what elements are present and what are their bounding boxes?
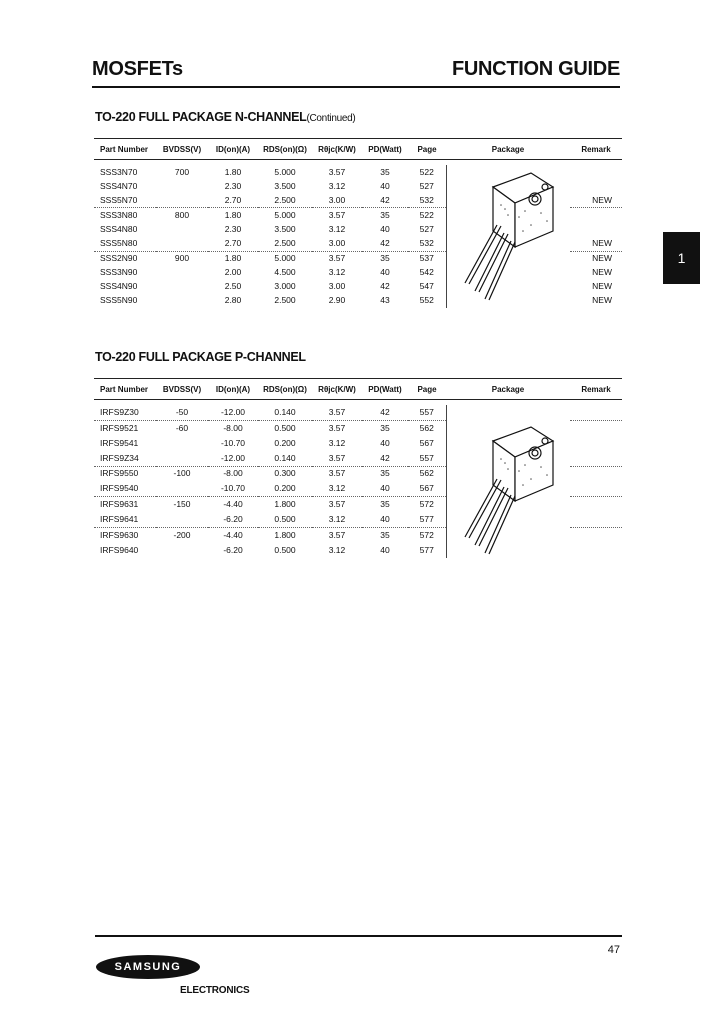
cell-remark: NEW xyxy=(592,194,612,205)
to220-package-icon xyxy=(453,405,563,555)
cell-part: IRFS9540 xyxy=(100,483,139,494)
cell-part: SSS3N90 xyxy=(100,267,138,278)
cell-rds: 5.000 xyxy=(258,208,312,223)
cell-id: 1.80 xyxy=(208,251,258,266)
cell-pd: 35 xyxy=(362,497,408,512)
table-row xyxy=(94,165,622,179)
cell-id: 2.50 xyxy=(224,281,242,292)
cell-page: 557 xyxy=(419,406,434,417)
cell-remark xyxy=(570,528,622,543)
cell-part: SSS3N80 xyxy=(94,208,156,223)
cell-id: -6.20 xyxy=(223,545,243,556)
cell-rth: 3.00 xyxy=(328,238,346,249)
cell-id: 1.80 xyxy=(224,166,242,177)
n-channel-title xyxy=(95,110,355,124)
cell-rth: 3.12 xyxy=(328,514,346,525)
cell-pd: 35 xyxy=(380,166,390,177)
cell-remark: NEW xyxy=(592,281,612,292)
cell-part: SSS5N80 xyxy=(100,238,138,249)
col-rds-on: RDS(on)(Ω) xyxy=(258,139,312,160)
cell-remark xyxy=(570,512,622,527)
cell-page: 527 xyxy=(419,223,434,234)
cell-remark xyxy=(570,543,622,558)
cell-page: 527 xyxy=(419,180,434,191)
cell-page: 552 xyxy=(419,295,434,306)
cell-bv xyxy=(156,236,208,251)
cell-pd: 42 xyxy=(380,194,390,205)
cell-page: 557 xyxy=(419,452,434,463)
col-id-on: ID(on)(A) xyxy=(208,379,258,400)
cell-rds: 5.000 xyxy=(258,251,312,266)
cell-rth: 3.00 xyxy=(328,194,346,205)
cell-bv: 700 xyxy=(174,166,190,177)
cell-remark xyxy=(570,436,622,451)
cell-pd: 40 xyxy=(380,483,390,494)
header-title-left: MOSFETs xyxy=(92,58,183,80)
n-channel-title-suffix: (Continued) xyxy=(306,113,356,124)
page-number: 47 xyxy=(607,944,620,956)
cell-rth: 3.57 xyxy=(312,497,362,512)
cell-remark: NEW xyxy=(592,267,612,278)
cell-page: 522 xyxy=(408,208,446,223)
cell-pd: 35 xyxy=(362,528,408,543)
cell-part: IRFS9631 xyxy=(94,497,156,512)
cell-page: 547 xyxy=(419,281,434,292)
cell-part: IRFS9Z34 xyxy=(100,452,139,463)
cell-page: 537 xyxy=(408,251,446,266)
cell-part: SSS5N90 xyxy=(100,295,138,306)
cell-rth: 2.90 xyxy=(328,295,346,306)
cell-id: 2.70 xyxy=(224,238,242,249)
cell-rds: 0.500 xyxy=(274,545,296,556)
cell-pd: 42 xyxy=(380,238,390,249)
cell-rds: 0.140 xyxy=(274,452,296,463)
cell-page: 542 xyxy=(419,267,434,278)
cell-part: IRFS9630 xyxy=(94,528,156,543)
cell-bv xyxy=(156,280,208,294)
cell-rth: 3.57 xyxy=(312,251,362,266)
cell-rth: 3.57 xyxy=(312,420,362,435)
cell-pd: 40 xyxy=(380,267,390,278)
cell-id: -4.40 xyxy=(208,497,258,512)
header-title-right: FUNCTION GUIDE xyxy=(451,58,620,80)
col-remark: Remark xyxy=(570,139,622,160)
col-rth-jc: Rθjc(K/W) xyxy=(312,139,362,160)
cell-pd: 40 xyxy=(380,545,390,556)
cell-remark: NEW xyxy=(592,295,612,306)
cell-remark xyxy=(570,497,622,512)
cell-bv: -60 xyxy=(156,420,208,435)
cell-id: -8.00 xyxy=(208,420,258,435)
cell-pd: 35 xyxy=(362,208,408,223)
header-divider xyxy=(92,86,620,88)
cell-remark: NEW xyxy=(570,251,622,266)
cell-bv xyxy=(156,266,208,280)
cell-part: IRFS9521 xyxy=(94,420,156,435)
cell-pd: 40 xyxy=(380,180,390,191)
cell-bv: 900 xyxy=(156,251,208,266)
cell-rds: 0.200 xyxy=(274,437,296,448)
cell-part: SSS5N70 xyxy=(100,194,138,205)
cell-bv xyxy=(156,222,208,236)
cell-rth: 3.12 xyxy=(328,267,346,278)
cell-rds: 0.200 xyxy=(274,483,296,494)
cell-rds: 0.500 xyxy=(274,514,296,525)
cell-part: SSS3N70 xyxy=(100,166,138,177)
cell-page: 532 xyxy=(419,238,434,249)
cell-rds: 4.500 xyxy=(274,267,296,278)
p-channel-table xyxy=(94,378,622,558)
cell-remark xyxy=(570,466,622,481)
cell-bv xyxy=(156,481,208,496)
cell-pd: 42 xyxy=(380,452,390,463)
col-rds-on: RDS(on)(Ω) xyxy=(258,379,312,400)
cell-page: 567 xyxy=(419,437,434,448)
cell-remark xyxy=(570,179,622,193)
cell-bv: -200 xyxy=(156,528,208,543)
cell-id: 1.80 xyxy=(208,208,258,223)
cell-id: 2.30 xyxy=(224,180,242,191)
cell-rds: 5.000 xyxy=(274,166,296,177)
cell-remark xyxy=(570,208,622,223)
cell-remark xyxy=(570,451,622,466)
cell-rth: 3.12 xyxy=(328,180,346,191)
cell-pd: 42 xyxy=(380,281,390,292)
cell-rds: 2.500 xyxy=(274,238,296,249)
cell-part: SSS4N90 xyxy=(100,281,138,292)
p-channel-header-row xyxy=(94,379,622,400)
col-bvdss: BVDSS(V) xyxy=(156,379,208,400)
cell-id: 2.00 xyxy=(224,267,242,278)
package-cell xyxy=(446,405,570,558)
cell-part: SSS4N80 xyxy=(100,223,138,234)
cell-rds: 3.500 xyxy=(274,180,296,191)
cell-pd: 40 xyxy=(380,437,390,448)
footer-divider xyxy=(95,935,622,937)
cell-pd: 40 xyxy=(380,223,390,234)
cell-id: -6.20 xyxy=(223,514,243,525)
to220-package-icon xyxy=(453,165,563,305)
cell-rds: 0.300 xyxy=(258,466,312,481)
cell-pd: 42 xyxy=(380,406,390,417)
cell-rth: 3.12 xyxy=(328,223,346,234)
cell-part: IRFS9640 xyxy=(100,545,139,556)
col-page: Page xyxy=(408,139,446,160)
col-package: Package xyxy=(446,379,570,400)
cell-rth: 3.57 xyxy=(312,466,362,481)
cell-part: SSS4N70 xyxy=(100,180,138,191)
samsung-logo: SAMSUNG xyxy=(96,955,200,979)
package-cell xyxy=(446,165,570,308)
cell-remark xyxy=(570,420,622,435)
cell-page: 567 xyxy=(419,483,434,494)
cell-page: 572 xyxy=(408,528,446,543)
cell-bv: -150 xyxy=(156,497,208,512)
cell-page: 572 xyxy=(408,497,446,512)
cell-pd: 35 xyxy=(362,251,408,266)
cell-remark xyxy=(570,222,622,236)
cell-pd: 35 xyxy=(362,420,408,435)
col-part-number: Part Number xyxy=(94,139,156,160)
cell-part: IRFS9Z30 xyxy=(100,406,139,417)
col-part-number: Part Number xyxy=(94,379,156,400)
cell-remark xyxy=(570,481,622,496)
col-bvdss: BVDSS(V) xyxy=(156,139,208,160)
cell-remark: NEW xyxy=(592,238,612,249)
cell-page: 522 xyxy=(419,166,434,177)
cell-id: -10.70 xyxy=(220,483,246,494)
cell-page: 532 xyxy=(419,194,434,205)
cell-rds: 1.800 xyxy=(258,497,312,512)
cell-rth: 3.57 xyxy=(328,166,346,177)
cell-page: 577 xyxy=(419,545,434,556)
cell-pd: 35 xyxy=(362,466,408,481)
cell-bv xyxy=(156,193,208,208)
table-row xyxy=(94,405,622,420)
n-channel-title-text: TO-220 FULL PACKAGE N-CHANNEL xyxy=(95,110,307,124)
col-remark: Remark xyxy=(570,379,622,400)
p-channel-title: TO-220 FULL PACKAGE P-CHANNEL xyxy=(95,350,306,364)
col-pd: PD(Watt) xyxy=(362,139,408,160)
cell-id: -10.70 xyxy=(220,437,246,448)
cell-id: 2.70 xyxy=(224,194,242,205)
cell-rth: 3.57 xyxy=(328,452,346,463)
col-pd: PD(Watt) xyxy=(362,379,408,400)
cell-part: IRFS9550 xyxy=(94,466,156,481)
cell-remark xyxy=(570,165,622,179)
col-id-on: ID(on)(A) xyxy=(208,139,258,160)
cell-id: -12.00 xyxy=(220,452,246,463)
col-page: Page xyxy=(408,379,446,400)
cell-bv xyxy=(156,436,208,451)
cell-rth: 3.57 xyxy=(312,208,362,223)
cell-rds: 3.000 xyxy=(274,281,296,292)
cell-bv xyxy=(156,512,208,527)
n-channel-header-row xyxy=(94,139,622,160)
cell-bv: -100 xyxy=(156,466,208,481)
col-rth-jc: Rθjc(K/W) xyxy=(312,379,362,400)
cell-rds: 2.500 xyxy=(274,295,296,306)
cell-id: 2.30 xyxy=(224,223,242,234)
cell-part: SSS2N90 xyxy=(94,251,156,266)
cell-part: IRFS9541 xyxy=(100,437,139,448)
logo-subtitle: ELECTRONICS xyxy=(180,985,250,996)
cell-rth: 3.57 xyxy=(328,406,346,417)
cell-rds: 2.500 xyxy=(274,194,296,205)
cell-pd: 40 xyxy=(380,514,390,525)
cell-rth: 3.12 xyxy=(328,437,346,448)
cell-rds: 1.800 xyxy=(258,528,312,543)
cell-id: -4.40 xyxy=(208,528,258,543)
cell-rth: 3.00 xyxy=(328,281,346,292)
cell-rds: 0.500 xyxy=(258,420,312,435)
cell-id: 2.80 xyxy=(224,295,242,306)
col-package: Package xyxy=(446,139,570,160)
cell-rth: 3.12 xyxy=(328,545,346,556)
cell-bv xyxy=(156,179,208,193)
cell-rds: 3.500 xyxy=(274,223,296,234)
cell-page: 562 xyxy=(408,466,446,481)
cell-id: -12.00 xyxy=(220,406,246,417)
cell-page: 562 xyxy=(408,420,446,435)
cell-page: 577 xyxy=(419,514,434,525)
cell-rds: 0.140 xyxy=(274,406,296,417)
cell-bv: -50 xyxy=(175,406,189,417)
cell-rth: 3.57 xyxy=(312,528,362,543)
cell-bv xyxy=(156,451,208,466)
cell-remark xyxy=(570,405,622,420)
cell-part: IRFS9641 xyxy=(100,514,139,525)
cell-bv xyxy=(156,294,208,308)
cell-bv xyxy=(156,543,208,558)
cell-bv: 800 xyxy=(156,208,208,223)
cell-pd: 43 xyxy=(380,295,390,306)
cell-rth: 3.12 xyxy=(328,483,346,494)
cell-id: -8.00 xyxy=(208,466,258,481)
section-tab: 1 xyxy=(663,232,700,284)
n-channel-table xyxy=(94,138,622,308)
